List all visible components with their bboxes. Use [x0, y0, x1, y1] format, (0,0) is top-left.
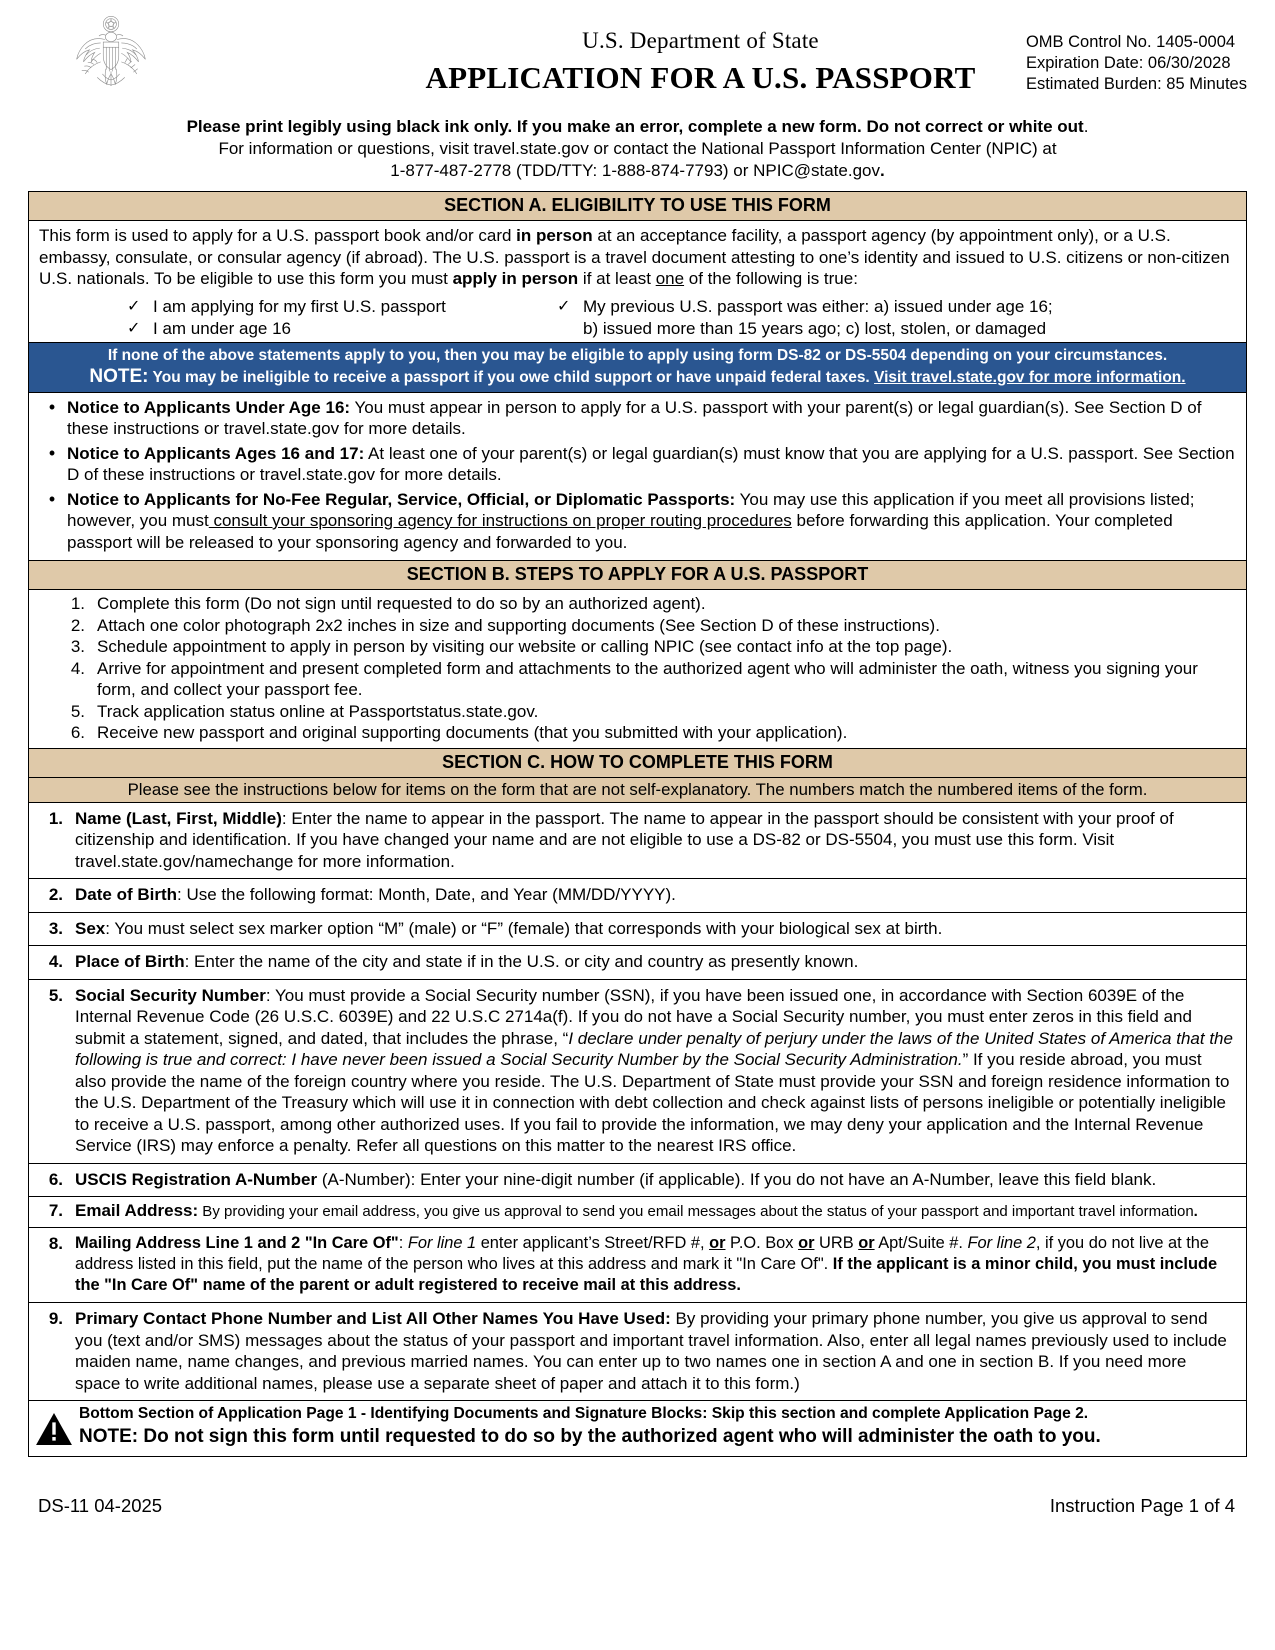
item-text — [75, 1233, 1236, 1296]
item-lead: Date of Birth — [75, 885, 177, 904]
page-footer — [28, 1495, 1247, 1517]
omb-info-block — [1026, 32, 1247, 95]
item-lead: Primary Contact Phone Number and List All Other Names You Have Used: — [75, 1309, 671, 1328]
eligibility-text-left — [153, 296, 557, 340]
npic-contact: 1-877-487-2778 (TDD/TTY: 1-888-874-7793) or NPIC@state.gov — [390, 161, 880, 180]
step-row — [39, 593, 1236, 615]
step-number: 4. — [70, 658, 85, 678]
i8-t4: URB — [814, 1234, 859, 1252]
item-body-b: ” If you reside abroad, you must also provide the name of the foreign country where you reside. The U.S. Department of State must provide your SSN and foreign residence information to the U.S. Department of the Treasury which will use it in connection with debt collection and check against lists of persons ineligible or potentially ineligible to receive a U.S. passport, among other authorized uses. If you fail to provide the information, we may deny your application and the Internal Revenue Service (IRS) may enforce a penalty. Refer all questions on this matter to the nearest IRS office. — [75, 1050, 1230, 1155]
item-body: : Enter the name of the city and state if in the U.S. or city and country as presently known. — [184, 952, 859, 971]
notice-body: You must appear in person to apply for a U.S. passport with your parent(s) or legal guardian(s). See Section D of these instructions or travel.state.gov for more details. — [67, 397, 1202, 438]
intro-line-1 — [28, 116, 1247, 138]
i8-t1: : — [398, 1234, 408, 1252]
step-text: Schedule appointment to apply in person by visiting our website or calling NPIC (see contact info at the top page). — [97, 637, 953, 656]
sa-p2: at an acceptance facility, a passport agency (by appointment only), or a U.S. embassy, consulate, or consular agency (if abroad). The U.S. passport is a travel document attesting to one’s identity and issued to U.S. citizens or non-citizen U.S. nationals. To be eligible to use this form you must — [39, 226, 1230, 288]
instruction-item-9 — [29, 1303, 1246, 1401]
step-text: Track application status online at Passportstatus.state.gov. — [97, 701, 539, 721]
i8-minor-child-note: If the applicant is a minor child, you must include the "In Care Of" name of the parent or adult registered to receive mail at this address. — [75, 1255, 1218, 1294]
eligibility-checklist — [39, 296, 1236, 340]
step-row — [39, 658, 1236, 701]
item-lead: Name (Last, First, Middle) — [75, 808, 282, 828]
section-a-body — [29, 221, 1246, 342]
item-number: 8. — [48, 1234, 63, 1253]
item-number: 5. — [48, 985, 63, 1005]
page-header — [28, 10, 1247, 106]
section-c-heading: SECTION C. HOW TO COMPLETE THIS FORM — [29, 749, 1246, 778]
step-number: 2. — [70, 615, 85, 635]
sa-p3: if at least — [578, 269, 656, 288]
page-number-label: Instruction Page 1 of 4 — [1049, 1495, 1235, 1516]
item-body: By providing your email address, you give us approval to send you email messages about the status of your passport and important travel information — [198, 1203, 1194, 1220]
section-c-subheading: Please see the instructions below for items on the form that are not self-explanatory. The numbers match the numbered items of the form. — [29, 778, 1246, 803]
intro-line-3-tail: . — [879, 161, 885, 180]
warning-line-1: Bottom Section of Application Page 1 - Identifying Documents and Signature Blocks: Skip this section and complete Application Page 2. — [79, 1405, 1089, 1422]
i8-forline2: For line 2 — [967, 1234, 1036, 1252]
item-text — [75, 985, 1236, 1157]
eligibility-column-right — [557, 296, 1236, 340]
sa-p1-bold: in person — [516, 226, 593, 245]
department-name: U.S. Department of State — [582, 28, 819, 53]
item-lead: Place of Birth — [75, 952, 185, 971]
step-text: Complete this form (Do not sign until requested to do so by an authorized agent). — [97, 594, 706, 613]
instruction-item-3 — [29, 913, 1246, 947]
item-text — [75, 1169, 1236, 1191]
notice-bullet — [37, 443, 1236, 486]
instruction-item-6 — [29, 1164, 1246, 1198]
i8-or-3: or — [858, 1234, 875, 1252]
section-a-heading: SECTION A. ELIGIBILITY TO USE THIS FORM — [29, 192, 1246, 221]
item-text — [75, 808, 1236, 873]
i8-or-2: or — [798, 1234, 815, 1252]
bullet-icon: • — [48, 396, 56, 417]
item-lead: Email Address: — [75, 1201, 199, 1220]
item-number: 3. — [48, 918, 63, 938]
note-banner-line-2 — [29, 366, 1246, 388]
bullet-icon: • — [48, 442, 56, 463]
item-number: 9. — [48, 1309, 63, 1328]
section-b-heading: SECTION B. STEPS TO APPLY FOR A U.S. PASSPORT — [29, 561, 1246, 590]
item-body: : Use the following format: Month, Date, and Year (MM/DD/YYYY). — [177, 885, 676, 904]
note-banner-text: You may be ineligible to receive a passport if you owe child support or have unpaid federal taxes. — [148, 368, 875, 386]
notice-lead: Notice to Applicants for No-Fee Regular, Service, Official, or Diplomatic Passports: — [67, 489, 736, 509]
item-lead: Social Security Number — [75, 985, 266, 1005]
page-title: APPLICATION FOR A U.S. PASSPORT — [425, 60, 976, 95]
note-label: NOTE: — [89, 365, 149, 387]
instruction-item-5 — [29, 980, 1246, 1164]
step-row — [39, 722, 1236, 744]
form-identifier: DS-11 04-2025 — [38, 1495, 163, 1516]
bullet-icon: • — [48, 488, 56, 509]
i8-t6: , if you do not live at the address listed in this field, put the name of the person who lives at this address and mark it "In Care Of". — [75, 1234, 1209, 1273]
step-number: 3. — [70, 637, 85, 656]
warning-text — [79, 1404, 1236, 1449]
instruction-item-8 — [29, 1228, 1246, 1303]
form-body-frame — [28, 191, 1247, 1457]
warning-triangle-icon — [35, 1404, 79, 1451]
notice-text — [67, 489, 1236, 554]
step-row — [39, 636, 1236, 658]
intro-line-3 — [28, 160, 1247, 182]
item-text — [75, 1201, 1236, 1222]
instruction-item-7 — [29, 1197, 1246, 1228]
instruction-item-4 — [29, 946, 1246, 980]
eligibility-text-right — [583, 296, 1236, 340]
step-number: 6. — [70, 723, 85, 742]
item-text — [75, 918, 1236, 940]
i8-or-1: or — [709, 1234, 726, 1252]
item-lead: USCIS Registration A-Number — [75, 1169, 318, 1189]
note-banner-link[interactable]: Visit travel.state.gov for more information. — [874, 368, 1186, 386]
item-body: : You must select sex marker option “M” (male) or “F” (female) that corresponds with your biological sex at birth. — [105, 918, 943, 938]
item-body: : Enter the name to appear in the passport. The name to appear in the passport should be consistent with your proof of citizenship and identification. If you have changed your name and are not eligible to use a DS-82 or DS-5504, you must use this form. Visit travel.state.gov/namechange for more information. — [75, 808, 1174, 871]
notice-bullet — [37, 489, 1236, 554]
item-lead: Mailing Address Line 1 and 2 "In Care Of" — [75, 1234, 399, 1252]
notice-text — [67, 397, 1236, 440]
note-banner-line-1: If none of the above statements apply to you, then you may be eligible to apply using form DS-82 or DS-5504 depending on your circumstances. — [107, 346, 1168, 364]
intro-line-1-bold: Please print legibly using black ink only. If you make an error, complete a new form. Do not correct or white out — [186, 117, 1084, 136]
item-tail: . — [1193, 1203, 1198, 1220]
item-lead: Sex — [75, 918, 106, 938]
sa-p1: This form is used to apply for a U.S. passport book and/or card — [39, 226, 517, 245]
omb-expiration-date: Expiration Date: 06/30/2028 — [1025, 54, 1231, 72]
omb-estimated-burden: Estimated Burden: 85 Minutes — [1025, 75, 1247, 93]
item-body: By providing your primary phone number, you give us approval to send you (text and/or SMS) messages about the status of your passport and important travel information. Also, enter all legal names previously used to include maiden name, name changes, and previous married names. You can enter up to two names one in section A and one in section B. If you need more space to write additional names, please use a separate sheet of paper and attach it to this form.) — [75, 1309, 1227, 1393]
item-declaration-italic: I declare under penalty of perjury under the laws of the United States of America that the following is true and correct: I have never been issued a Social Security Number by the Social Security Administration. — [75, 1028, 1233, 1069]
notice-text — [67, 443, 1236, 486]
item-number: 1. — [48, 808, 63, 828]
warning-line-2: NOTE: Do not sign this form until requested to do so by the authorized agent who will administer the oath to you. — [79, 1426, 1101, 1447]
step-text: Arrive for appointment and present completed form and attachments to the authorized agent who will administer the oath, witness you signing your form, and collect your passport fee. — [97, 658, 1198, 699]
step-number: 5. — [70, 701, 85, 721]
eligibility-item: b) issued more than 15 years ago; c) lost, stolen, or damaged — [583, 318, 1047, 338]
applicant-notices — [29, 393, 1246, 562]
sa-p4: of the following is true: — [684, 269, 858, 288]
item-text — [75, 884, 1236, 906]
notice-lead: Notice to Applicants Under Age 16: — [67, 397, 351, 417]
instruction-item-2 — [29, 879, 1246, 913]
check-spacer — [557, 318, 583, 340]
step-row — [39, 615, 1236, 637]
step-row — [39, 701, 1236, 723]
checkmark-column-right — [557, 296, 583, 340]
notice-body: At least one of your parent(s) or legal guardian(s) must know that you are applying for a U.S. passport. See Section D of these instructions or travel.state.gov for more details. — [67, 443, 1235, 484]
great-seal-eagle-icon — [68, 12, 154, 98]
item-number: 4. — [48, 952, 63, 971]
item-number: 7. — [48, 1201, 63, 1220]
eligibility-note-banner — [29, 342, 1246, 393]
notice-lead: Notice to Applicants Ages 16 and 17: — [67, 443, 365, 463]
omb-control-number: OMB Control No. 1405-0004 — [1025, 33, 1236, 51]
intro-line-1-tail: . — [1083, 117, 1089, 136]
checkmark-column-left — [127, 296, 153, 340]
eligibility-column-left — [127, 296, 557, 340]
i8-t2: enter applicant’s Street/RFD #, — [476, 1234, 710, 1252]
sa-p3-underline: one — [655, 269, 685, 288]
instruction-item-1 — [29, 803, 1246, 880]
check-icon: ✓ — [557, 297, 571, 315]
i8-forline1: For line 1 — [407, 1234, 477, 1252]
item-body-a: : You must provide a Social Security number (SSN), if you have been issued one, in accordance with Section 6039E of the Internal Revenue Code (26 U.S.C. 6039E) and 22 U.S.C 2714a(f). If you do not have a Social Security number, you must enter zeros in this field and submit a statement, signed, and dated, that includes the phrase, “ — [75, 985, 1192, 1048]
check-icon: ✓ — [127, 297, 141, 315]
section-b-steps — [29, 590, 1246, 749]
notice-underlined: consult your sponsoring agency for instructions on proper routing procedures — [208, 511, 792, 530]
notice-body: You may use this application if you meet all provisions listed; however, you must — [67, 489, 1195, 530]
step-text: Attach one color photograph 2x2 inches in size and supporting documents (See Section D of these instructions). — [97, 615, 940, 635]
eligibility-item: My previous U.S. passport was either: a) issued under age 16; — [583, 296, 1053, 316]
section-a-paragraph — [39, 225, 1236, 290]
sa-p2-bold: apply in person — [452, 269, 579, 288]
step-text: Receive new passport and original supporting documents (that you submitted with your application). — [97, 723, 848, 742]
signature-warning-row — [29, 1401, 1246, 1457]
step-number: 1. — [70, 594, 85, 613]
item-number: 2. — [48, 885, 63, 904]
eligibility-item: I am applying for my first U.S. passport — [153, 296, 446, 316]
item-text — [75, 1308, 1236, 1394]
intro-instructions — [28, 116, 1247, 182]
i8-t5: Apt/Suite #. — [874, 1234, 968, 1252]
item-number: 6. — [48, 1169, 63, 1189]
notice-tail: before forwarding this application. Your completed passport will be released to your sponsoring agency and forwarded to you. — [67, 511, 1173, 552]
item-text — [75, 951, 1236, 973]
intro-line-2: For information or questions, visit travel.state.gov or contact the National Passport Information Center (NPIC) at — [218, 139, 1057, 158]
check-icon: ✓ — [127, 319, 141, 337]
i8-t3: P.O. Box — [725, 1234, 799, 1252]
eligibility-item: I am under age 16 — [153, 318, 291, 338]
notice-bullet — [37, 397, 1236, 440]
item-body: (A-Number): Enter your nine-digit number (if applicable). If you do not have an A-Number, leave this field blank. — [317, 1169, 1157, 1189]
